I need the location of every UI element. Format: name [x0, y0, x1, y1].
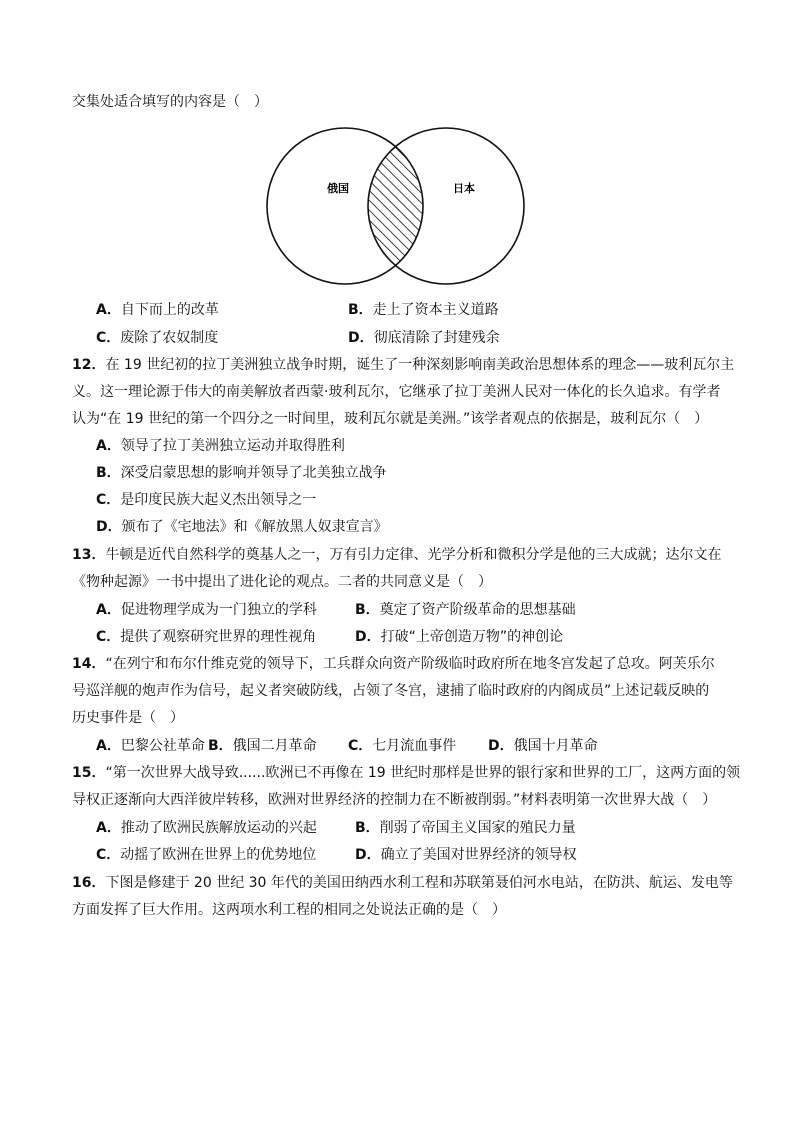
option-d: D．颁布了《宅地法》和《解放黑人奴隶宣言》	[96, 519, 388, 535]
option-a: A．领导了拉丁美洲独立运动并取得胜利	[96, 438, 345, 454]
question-14-line-2: 号巡洋舰的炮声作为信号，起义者突破防线，占领了冬宫，逮捕了临时政府的内阁成员”上述记载反映的	[72, 683, 710, 699]
option-b: B．走上了资本主义道路	[348, 302, 499, 318]
venn-diagram	[0, 125, 794, 325]
venn-label-left: 俄国	[327, 182, 349, 195]
option-a: A．推动了欧洲民族解放运动的兴起	[96, 820, 317, 836]
venn-label-right: 日本	[453, 182, 475, 195]
option-a: A．自下而上的改革	[96, 302, 219, 318]
option-c: C．七月流血事件	[348, 738, 457, 754]
option-c: C．废除了农奴制度	[96, 330, 219, 346]
option-b: B．奠定了资产阶级革命的思想基础	[355, 602, 576, 618]
question-12-line-3: 认为“在 19 世纪的第一个四分之一时间里，玻利瓦尔就是美洲。”该学者观点的依据是，玻利瓦尔（ ）	[72, 411, 709, 427]
option-b: B．俄国二月革命	[208, 738, 317, 754]
option-d: D．确立了美国对世界经济的领导权	[355, 847, 577, 863]
question-13-line-1: 13．牛顿是近代自然科学的奠基人之一，万有引力定律、光学分析和微积分学是他的三大成就；达尔文在	[72, 547, 722, 563]
option-c: C．动摇了欧洲在世界上的优势地位	[96, 847, 317, 863]
option-b: B．削弱了帝国主义国家的殖民力量	[355, 820, 576, 836]
question-13-line-2: 《物种起源》一书中提出了进化论的观点。二者的共同意义是（ ）	[72, 574, 492, 590]
question-16-line-1: 16．下图是修建于 20 世纪 30 年代的美国田纳西水利工程和苏联第聂伯河水电站，在防洪、航运、发电等	[72, 875, 733, 891]
question-14-line-3: 历史事件是（ ）	[72, 710, 184, 726]
option-d: D．俄国十月革命	[488, 738, 598, 754]
option-a: A．巴黎公社革命	[96, 738, 205, 754]
option-d: D．彻底清除了封建残余	[348, 330, 500, 346]
question-14-line-1: 14．“在列宁和布尔什维克党的领导下，工兵群众向资产阶级临时政府所在地冬宫发起了总攻。阿芙乐尔	[72, 656, 715, 672]
question-stem-intro: 交集处适合填写的内容是（ ）	[72, 94, 268, 110]
option-c: C．提供了观察研究世界的理性视角	[96, 629, 317, 645]
option-d: D．打破“上帝创造万物”的神创论	[355, 629, 564, 645]
question-15-line-2: 导权正逐渐向大西洋彼岸转移，欧洲对世界经济的控制力在不断被削弱。”材料表明第一次世界大战（ ）	[72, 792, 717, 808]
option-b: B．深受启蒙思想的影响并领导了北美独立战争	[96, 465, 387, 481]
option-a: A．促进物理学成为一门独立的学科	[96, 602, 317, 618]
question-15-line-1: 15．“第一次世界大战导致......欧洲已不再像在 19 世纪时那样是世界的银行家和世界的工厂，这两方面的领	[72, 765, 741, 781]
question-16-line-2: 方面发挥了巨大作用。这两项水利工程的相同之处说法正确的是（ ）	[72, 902, 506, 918]
question-12-line-2: 义。这一理论源于伟大的南美解放者西蒙·玻利瓦尔，它继承了拉丁美洲人民对一体化的长久追求。有学者	[72, 384, 721, 400]
option-c: C．是印度民族大起义杰出领导之一	[96, 492, 317, 508]
question-12-line-1: 12．在 19 世纪初的拉丁美洲独立战争时期，诞生了一种深刻影响南美政治思想体系的理念——玻利瓦尔主	[72, 357, 735, 373]
